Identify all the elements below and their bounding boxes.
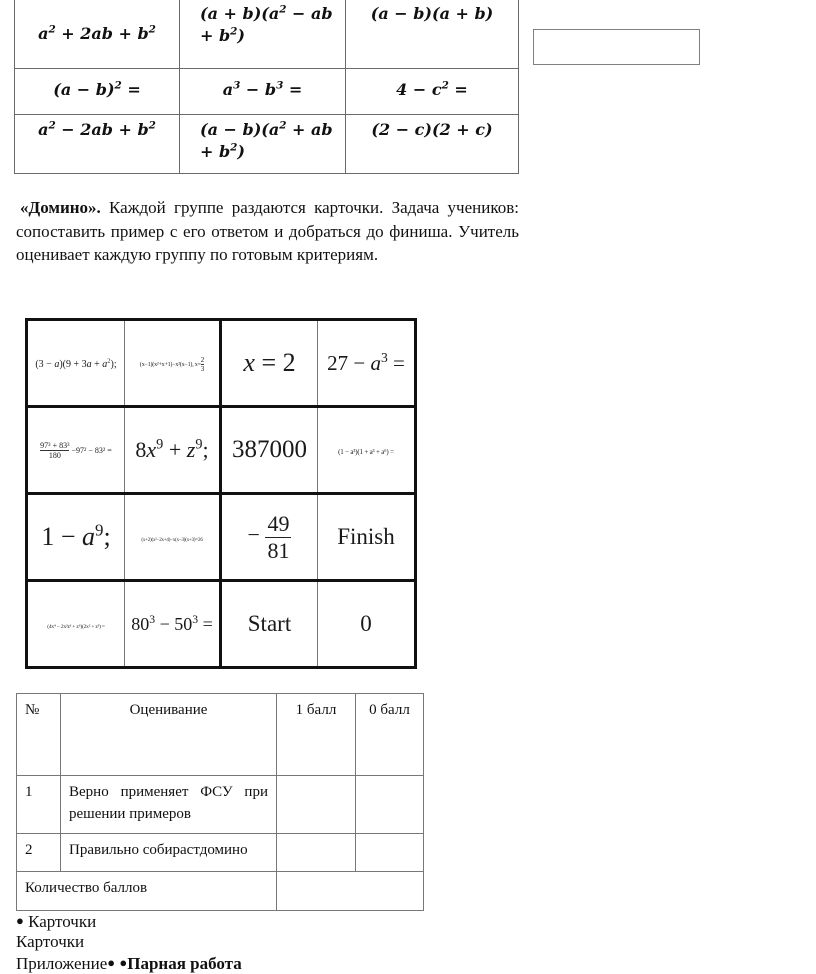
- formula-table: [14, 0, 519, 174]
- evaluation-table: [16, 693, 424, 911]
- formula-row: [15, 69, 519, 115]
- domino-card: 387000: [221, 407, 318, 494]
- row-one-point: [277, 776, 356, 834]
- domino-row: [27, 320, 416, 407]
- formula-cell: $(a - b)^2$ =: [15, 69, 180, 115]
- row-criterion: Правильно собирастдомино: [61, 834, 277, 872]
- domino-card: x = 2: [221, 320, 318, 407]
- formula-cell: $a^2 + 2ab + b^2$: [15, 0, 180, 69]
- domino-card: $(3 - a)(9 + 3a + a^2)$;: [27, 320, 125, 407]
- formula-row: [15, 115, 519, 174]
- domino-card: (x+2)(x²−2x+4)−x(x−3)(x+3)=26: [125, 494, 221, 581]
- domino-card: $80^3 - 50^3$ =: [125, 581, 221, 668]
- row-number: 2: [17, 834, 61, 872]
- footer-pair-work: Парная работа: [127, 954, 242, 973]
- formula-cell: (a − b)(a + b): [346, 0, 519, 69]
- row-criterion: Верно применяет ФСУ при решении примеров: [61, 776, 277, 834]
- domino-card: Start: [221, 581, 318, 668]
- empty-answer-box: [533, 29, 700, 65]
- formula-cell: $(a - b)(a^2$ + ab + $b^2$): [180, 115, 346, 174]
- formula-cell: $a^2 - 2ab + b^2$: [15, 115, 180, 174]
- evaluation-total-row: [17, 872, 424, 911]
- footer-appendix: Приложение: [16, 954, 108, 973]
- domino-card: (1 − a³)(1 + a³ + a⁶) =: [318, 407, 416, 494]
- footer-cards-line: [16, 932, 84, 952]
- evaluation-row: [17, 776, 424, 834]
- footer-bullet-line: [16, 911, 96, 932]
- domino-card: − $\frac{49}{81}$: [221, 494, 318, 581]
- domino-row: [27, 407, 416, 494]
- domino-card: (x−1)(x²+x+1)−x²(x−1), x= $\frac{2}{3}$: [125, 320, 221, 407]
- domino-card: $8x^9 + z^9$;: [125, 407, 221, 494]
- footer-appendix-line: [16, 953, 242, 974]
- formula-cell: $4 - c^2$ =: [346, 69, 519, 115]
- domino-card: 0: [318, 581, 416, 668]
- total-value: [277, 872, 424, 911]
- domino-card: (4x⁴ − 2x²z³ + z⁶)(2x² + z³) =: [27, 581, 125, 668]
- header-zero-point: 0 балл: [356, 694, 424, 776]
- domino-description: [16, 196, 519, 267]
- row-number: 1: [17, 776, 61, 834]
- bullet-icon: ●: [16, 913, 24, 928]
- formula-cell: $a^3 - b^3$ =: [180, 69, 346, 115]
- footer-cards: Карточки: [16, 932, 85, 951]
- domino-row: [27, 494, 416, 581]
- header-criterion: Оценивание: [61, 694, 277, 776]
- row-zero-point: [356, 834, 424, 872]
- bullet-icon: ●: [119, 955, 128, 970]
- domino-card: $27 - a^3$ =: [318, 320, 416, 407]
- domino-card: $1 - a^9$;: [27, 494, 125, 581]
- evaluation-header-row: [17, 694, 424, 776]
- domino-card: $\frac{\text{97³ + 83³}}{180}$ −97² − 83² =: [27, 407, 125, 494]
- bullet-icon: ●: [107, 955, 116, 970]
- total-label: Количество баллов: [17, 872, 277, 911]
- formula-cell: $(a + b)(a^2$ − ab + $b^2$): [180, 0, 346, 69]
- header-number: №: [17, 694, 61, 776]
- row-one-point: [277, 834, 356, 872]
- domino-title: «Домино».: [20, 198, 101, 217]
- formula-row: [15, 0, 519, 69]
- domino-card: Finish: [318, 494, 416, 581]
- row-zero-point: [356, 776, 424, 834]
- header-one-point: 1 балл: [277, 694, 356, 776]
- domino-text: Каждой группе раздаются карточки. Задача учеников: сопоставить пример с его ответом и добраться до финиша. Учитель оценивает каждую группу по готовым критериям.: [16, 198, 519, 264]
- evaluation-row: [17, 834, 424, 872]
- domino-cards-table: [25, 318, 417, 669]
- formula-cell: (2 − c)(2 + c): [346, 115, 519, 174]
- footer-cards-bullet: Карточки: [28, 912, 97, 931]
- domino-row: [27, 581, 416, 668]
